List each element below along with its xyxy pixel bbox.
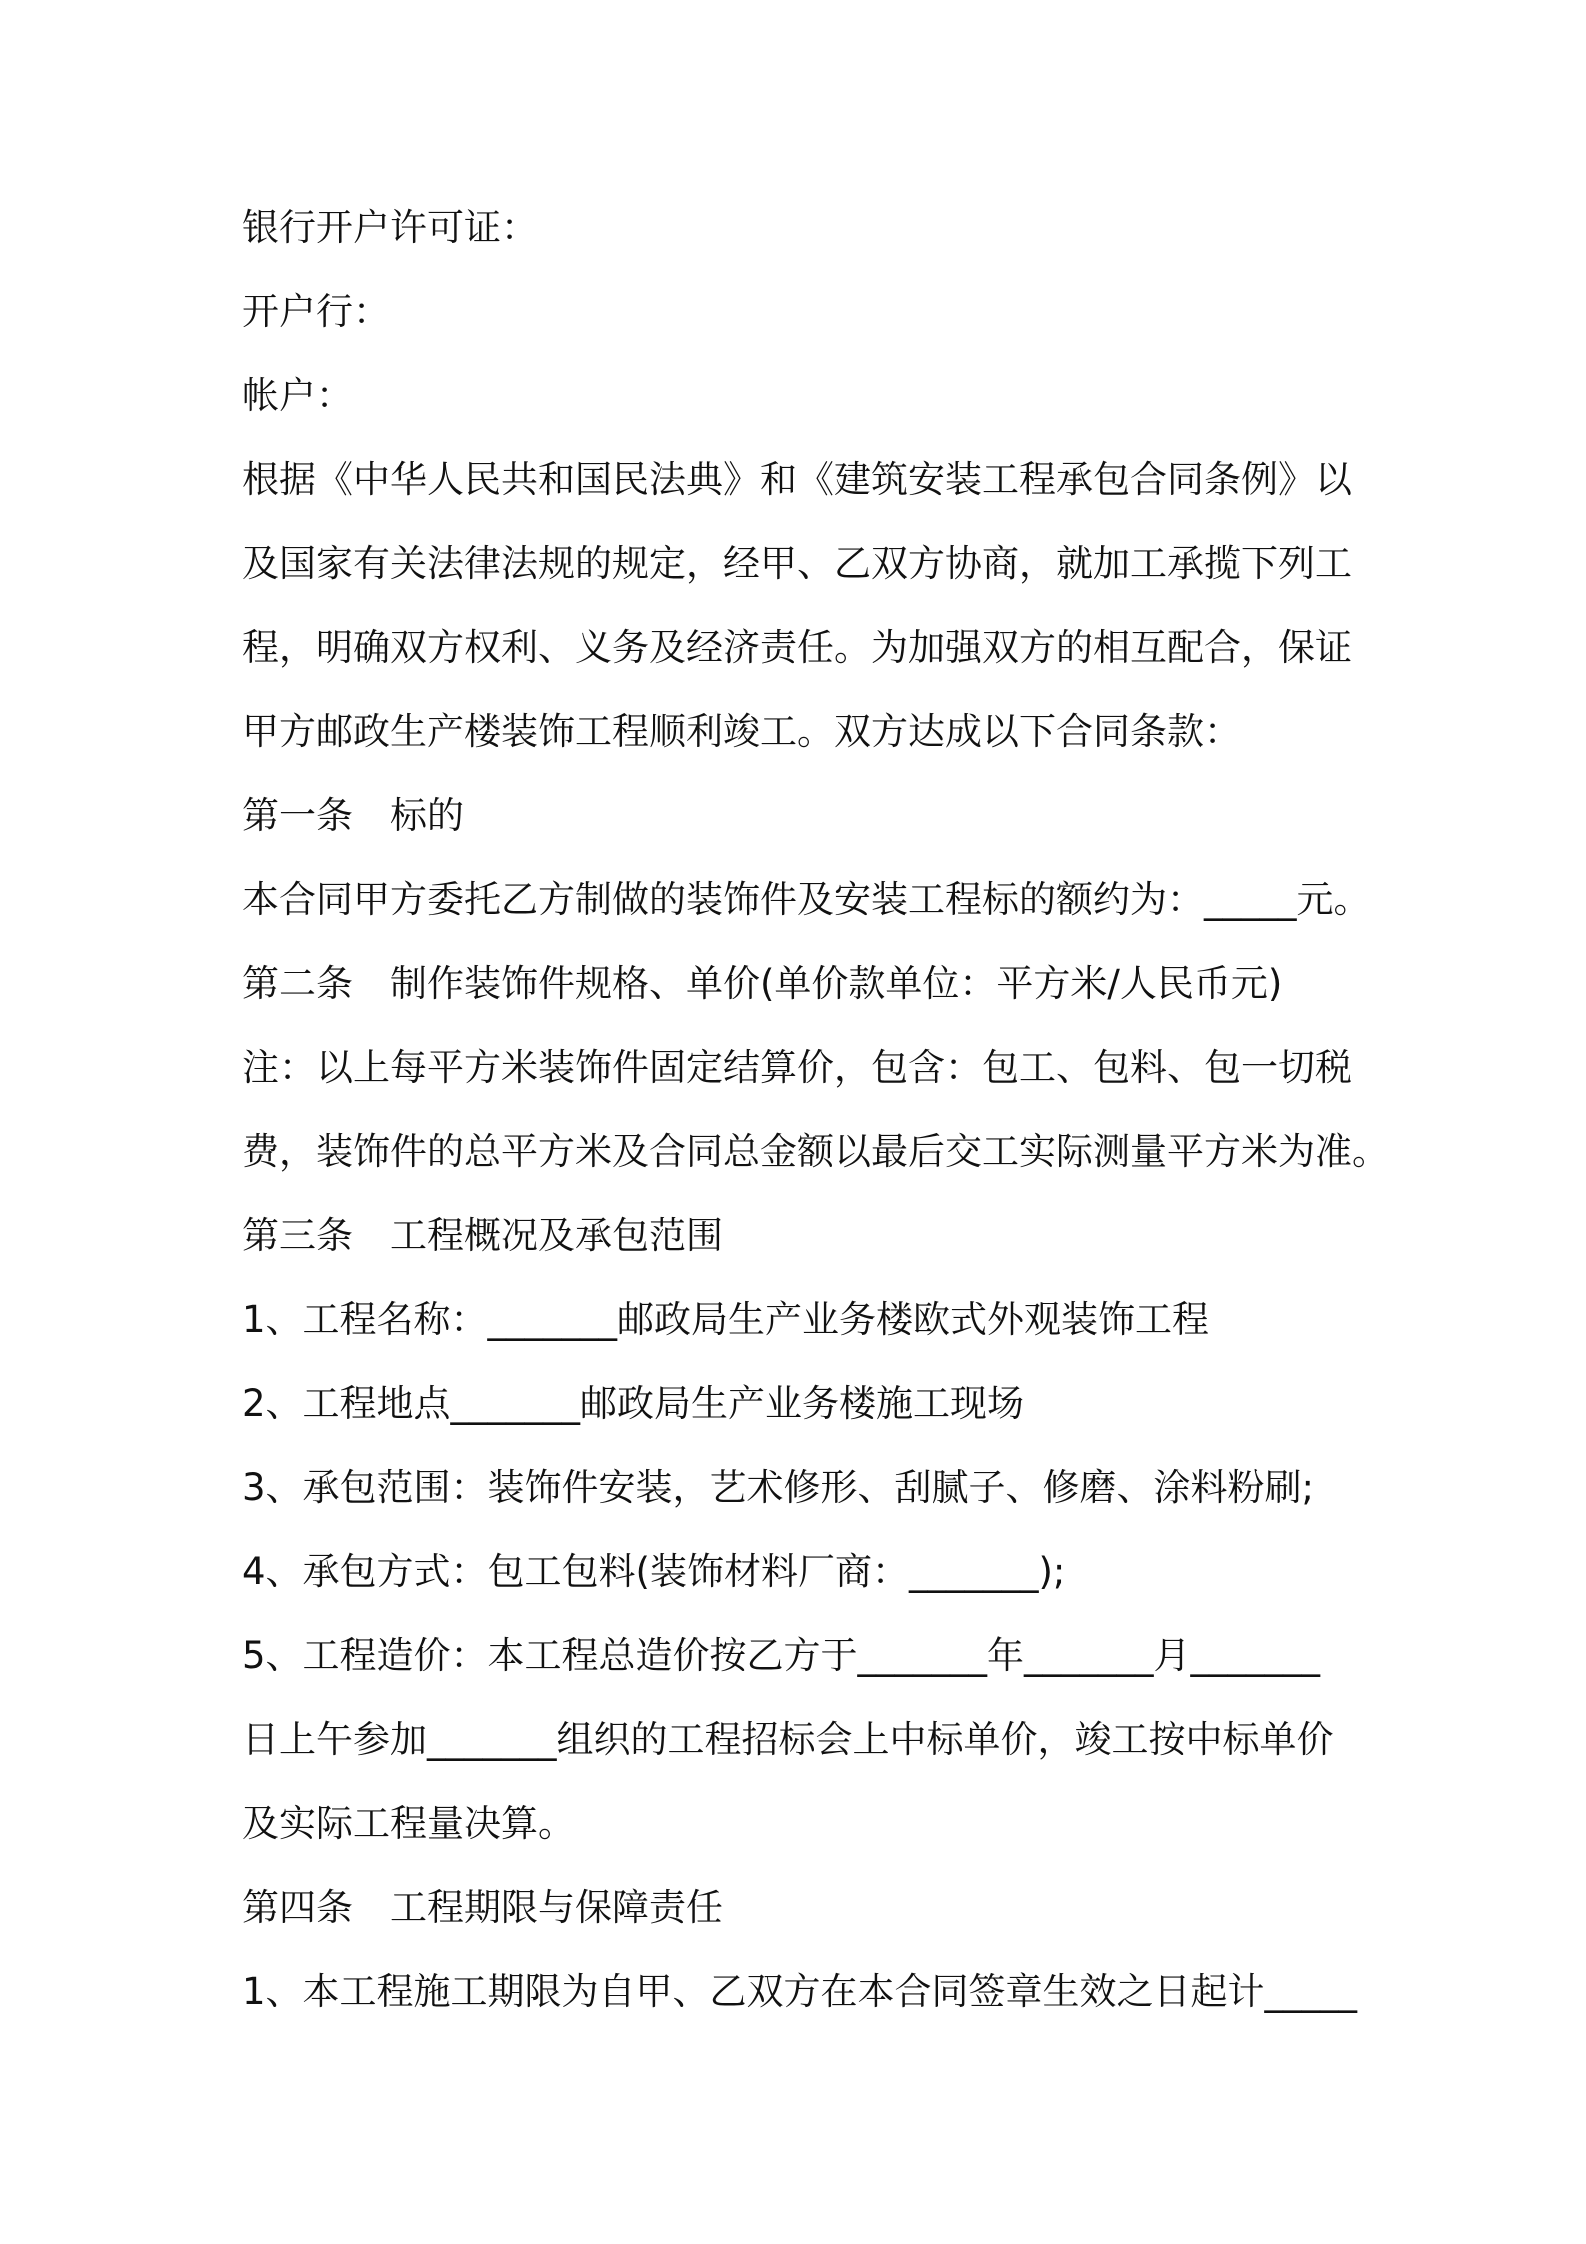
bank-name-label: 开户行： xyxy=(242,290,390,333)
article-3-item-5-line-2: 日上午参加_______组织的工程招标会上中标单价，竣工按中标单价 xyxy=(242,1718,1334,1761)
article-3-item-1: 1、工程名称：_______邮政局生产业务楼欧式外观装饰工程 xyxy=(242,1298,1210,1341)
article-2-note-line-2: 费，装饰件的总平方米及合同总金额以最后交工实际测量平方米为准。 xyxy=(242,1130,1389,1173)
article-3-item-4: 4、承包方式：包工包料(装饰材料厂商：_______); xyxy=(242,1550,1066,1593)
article-4-item-1: 1、本工程施工期限为自甲、乙双方在本合同签章生效之日起计_____ xyxy=(242,1970,1358,2013)
article-3-item-2: 2、工程地点_______邮政局生产业务楼施工现场 xyxy=(242,1382,1025,1425)
article-1-text: 本合同甲方委托乙方制做的装饰件及安装工程标的额约为：_____元。 xyxy=(242,878,1371,921)
article-3-item-5-line-3: 及实际工程量决算。 xyxy=(242,1802,575,1845)
article-2-heading: 第二条 制作装饰件规格、单价(单价款单位：平方米/人民币元) xyxy=(242,962,1283,1005)
bank-license-label: 银行开户许可证： xyxy=(242,206,538,249)
preamble-line-4: 甲方邮政生产楼装饰工程顺利竣工。双方达成以下合同条款： xyxy=(242,710,1241,753)
article-3-item-3: 3、承包范围：装饰件安装，艺术修形、刮腻子、修磨、涂料粉刷; xyxy=(242,1466,1315,1509)
preamble-line-3: 程，明确双方权利、义务及经济责任。为加强双方的相互配合，保证 xyxy=(242,626,1352,669)
account-label: 帐户： xyxy=(242,374,353,417)
preamble-line-2: 及国家有关法律法规的规定，经甲、乙双方协商，就加工承揽下列工 xyxy=(242,542,1352,585)
article-2-note-line-1: 注：以上每平方米装饰件固定结算价，包含：包工、包料、包一切税 xyxy=(242,1046,1352,1089)
article-1-heading: 第一条 标的 xyxy=(242,794,464,837)
article-3-item-5-line-1: 5、工程造价：本工程总造价按乙方于_______年_______月_______ xyxy=(242,1634,1321,1677)
preamble-line-1: 根据《中华人民共和国民法典》和《建筑安装工程承包合同条例》以 xyxy=(242,458,1352,501)
article-4-heading: 第四条 工程期限与保障责任 xyxy=(242,1886,723,1929)
article-3-heading: 第三条 工程概况及承包范围 xyxy=(242,1214,723,1257)
